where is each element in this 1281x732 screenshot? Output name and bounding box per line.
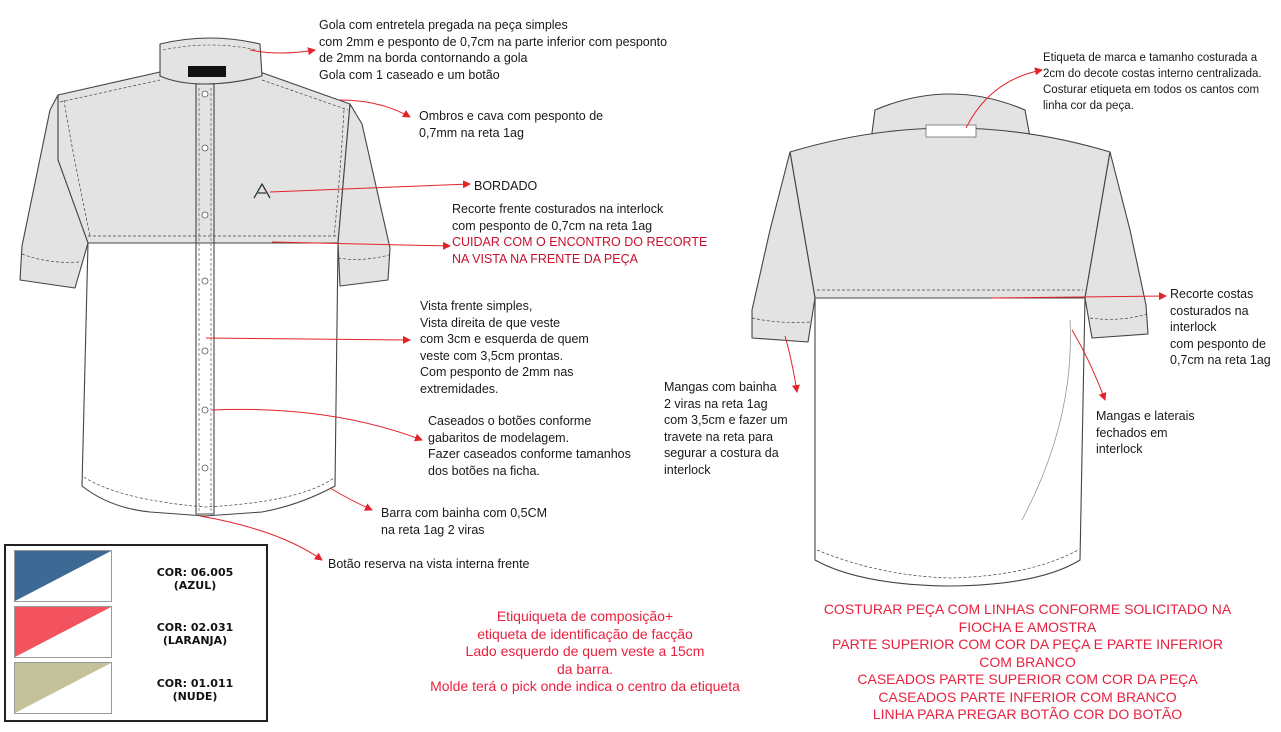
color-swatch-laranja xyxy=(14,606,112,658)
note-brand-label: Etiqueta de marca e tamanho costurada a 2cm do decote costas interno centralizada. Costurar etiqueta em todos os cantos com linha cor da peça. xyxy=(1043,52,1262,112)
note-shoulders: Ombros e cava com pesponto de 0,7mm na reta 1ag xyxy=(419,109,604,140)
note-composition-label: Etiquiqueta de composição+ etiqueta de identificação de facção Lado esquerdo de quem veste a 15cm da barra. Molde terá o pick onde indica o centro da etiqueta xyxy=(430,608,740,694)
note-hem: Barra com bainha com 0,5CM na reta 1ag 2 viras xyxy=(381,506,548,537)
front-collar xyxy=(160,38,262,84)
color-swatch-azul xyxy=(14,550,112,602)
note-sleeve-hem: Mangas com bainha 2 viras na reta 1ag com 3,5cm e fazer um travete na reta para segurar a costura da interlock xyxy=(664,380,788,477)
note-front-yoke: Recorte frente costurados na interlock com pesponto de 0,7cm na reta 1ag xyxy=(452,202,664,233)
note-placket: Vista frente simples, Vista direita de que veste com 3cm e esquerda de quem veste com 3,5cm prontas. Com pesponto de 2mm nas extremidades. xyxy=(420,299,589,396)
color-label-azul: COR: 06.005 (AZUL) xyxy=(156,566,234,592)
back-neck-label xyxy=(926,125,976,137)
front-shirt xyxy=(20,38,390,516)
back-lower-body xyxy=(815,298,1085,586)
front-lower-body xyxy=(82,243,338,516)
note-spare-button: Botão reserva na vista interna frente xyxy=(328,557,530,571)
collar-brand-tag xyxy=(188,66,226,77)
note-sleeves-sides: Mangas e laterais fechados em interlock xyxy=(1096,409,1195,456)
color-label-laranja: COR: 02.031 (LARANJA) xyxy=(156,621,234,647)
color-label-nude: COR: 01.011 (NUDE) xyxy=(156,677,234,703)
back-shirt xyxy=(752,94,1148,586)
note-sewing-instructions: COSTURAR PEÇA COM LINHAS CONFORME SOLICITADO NA FIOCHA E AMOSTRA PARTE SUPERIOR COM COR DA PEÇA E PARTE INFERIOR COM BRANCO CASEADOS PARTE SUPERIOR COM COR DA PEÇA CASEADOS PARTE INFERIOR COM BRANCO LINHA PARA PREGAR BOTÃO COR DO BOTÃO xyxy=(823,601,1232,722)
color-swatch-nude xyxy=(14,662,112,714)
back-upper-body xyxy=(790,128,1110,298)
color-legend xyxy=(4,544,268,722)
note-collar: Gola com entretela pregada na peça simples com 2mm e pesponto de 0,7cm na parte inferior com pesponto de 2mm na borda contornando a gola Gola com 1 caseado e um botão xyxy=(319,18,668,82)
note-embroidery: BORDADO xyxy=(474,179,538,193)
note-buttonholes: Caseados o botões conforme gabaritos de modelagem. Fazer caseados conforme tamanhos dos botões na ficha. xyxy=(428,414,631,478)
note-back-yoke: Recorte costas costurados na interlock com pesponto de 0,7cm na reta 1ag xyxy=(1170,287,1271,367)
note-yoke-warning: CUIDAR COM O ENCONTRO DO RECORTE NA VISTA NA FRENTE DA PEÇA xyxy=(452,235,708,266)
